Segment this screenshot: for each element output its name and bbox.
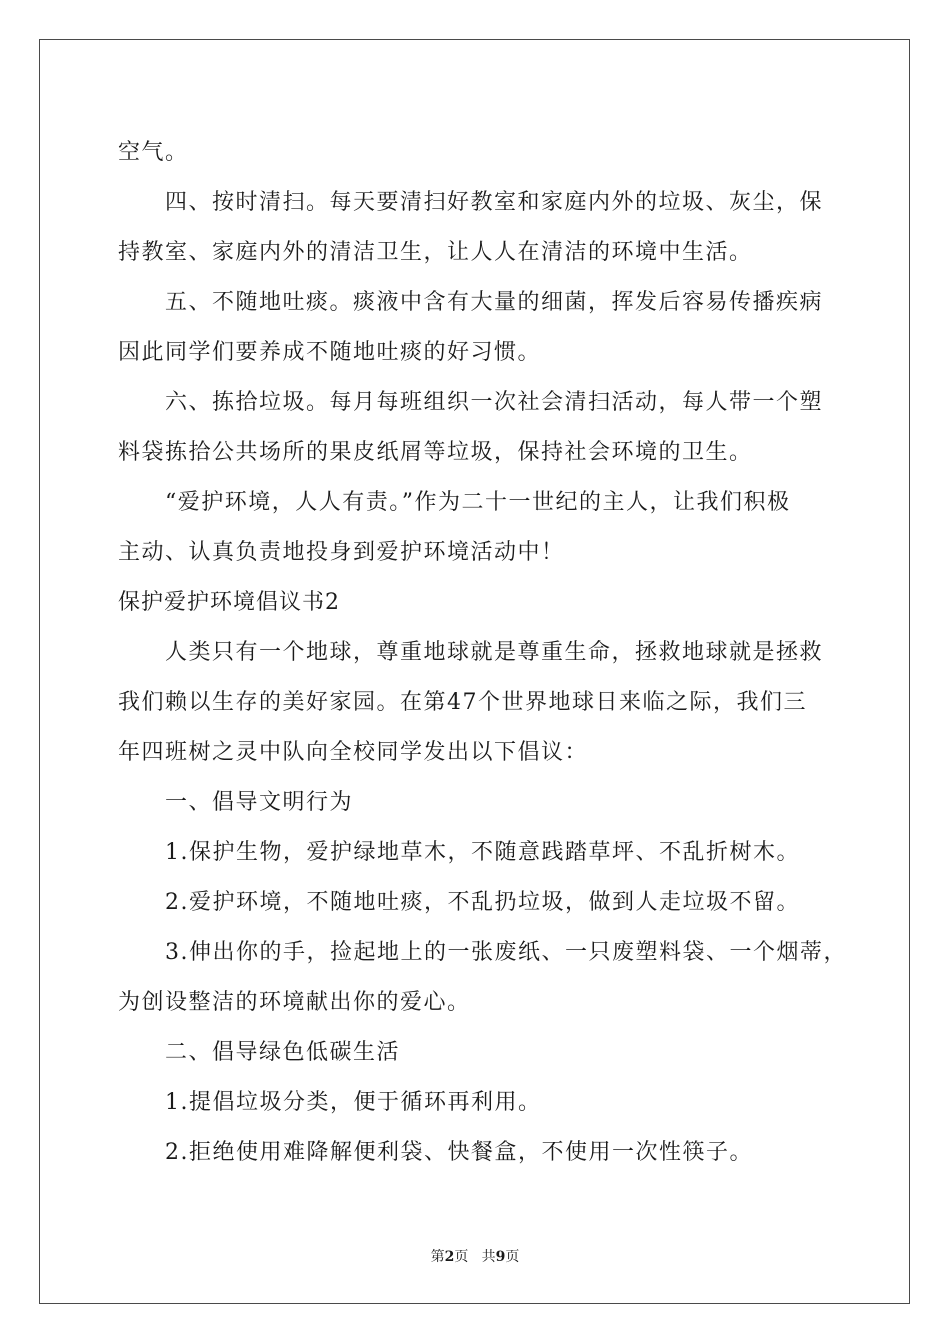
page-number-suffix: 页 xyxy=(454,1249,469,1265)
paragraph-line: 空气。 xyxy=(118,140,189,165)
paragraph-line: 六、拣拾垃圾。每月每班组织一次社会清扫活动，每人带一个塑 xyxy=(165,390,824,415)
paragraph-line: 四、按时清扫。每天要清扫好教室和家庭内外的垃圾、灰尘，保 xyxy=(165,190,824,215)
subsection-heading: 二、倡导绿色低碳生活 xyxy=(165,1040,401,1065)
current-page-number: 2 xyxy=(444,1249,455,1265)
list-item: 2.拒绝使用难降解便利袋、快餐盒，不使用一次性筷子。 xyxy=(165,1140,753,1165)
paragraph-line: 我们赖以生存的美好家园。在第47个世界地球日来临之际，我们三 xyxy=(118,690,807,715)
page-footer xyxy=(0,1247,950,1267)
total-pages-prefix: 共 xyxy=(481,1249,496,1265)
page-number-prefix: 第 xyxy=(430,1249,445,1265)
paragraph-line: 主动、认真负责地投身到爱护环境活动中！ xyxy=(118,540,565,565)
paragraph-line: 因此同学们要养成不随地吐痰的好习惯。 xyxy=(118,340,542,365)
list-item-continuation: 为创设整洁的环境献出你的爱心。 xyxy=(118,990,471,1015)
paragraph-line: 持教室、家庭内外的清洁卫生，让人人在清洁的环境中生活。 xyxy=(118,240,753,265)
paragraph-line: 年四班树之灵中队向全校同学发出以下倡议： xyxy=(118,740,589,765)
section-title: 保护爱护环境倡议书2 xyxy=(118,590,340,615)
paragraph-line: 人类只有一个地球，尊重地球就是尊重生命，拯救地球就是拯救 xyxy=(165,640,824,665)
paragraph-line: “爱护环境，人人有责。”作为二十一世纪的主人，让我们积极 xyxy=(165,490,791,515)
total-pages-suffix: 页 xyxy=(505,1249,520,1265)
subsection-heading: 一、倡导文明行为 xyxy=(165,790,354,815)
total-page-count: 9 xyxy=(495,1249,506,1265)
paragraph-line: 料袋拣拾公共场所的果皮纸屑等垃圾，保持社会环境的卫生。 xyxy=(118,440,753,465)
document-body xyxy=(118,128,847,1178)
list-item: 3.伸出你的手，捡起地上的一张废纸、一只废塑料袋、一个烟蒂， xyxy=(165,940,847,965)
paragraph-line: 五、不随地吐痰。痰液中含有大量的细菌，挥发后容易传播疾病 xyxy=(165,290,824,315)
list-item: 1.提倡垃圾分类，便于循环再利用。 xyxy=(165,1090,542,1115)
list-item: 2.爱护环境，不随地吐痰，不乱扔垃圾，做到人走垃圾不留。 xyxy=(165,890,800,915)
list-item: 1.保护生物，爱护绿地草木，不随意践踏草坪、不乱折树木。 xyxy=(165,840,800,865)
